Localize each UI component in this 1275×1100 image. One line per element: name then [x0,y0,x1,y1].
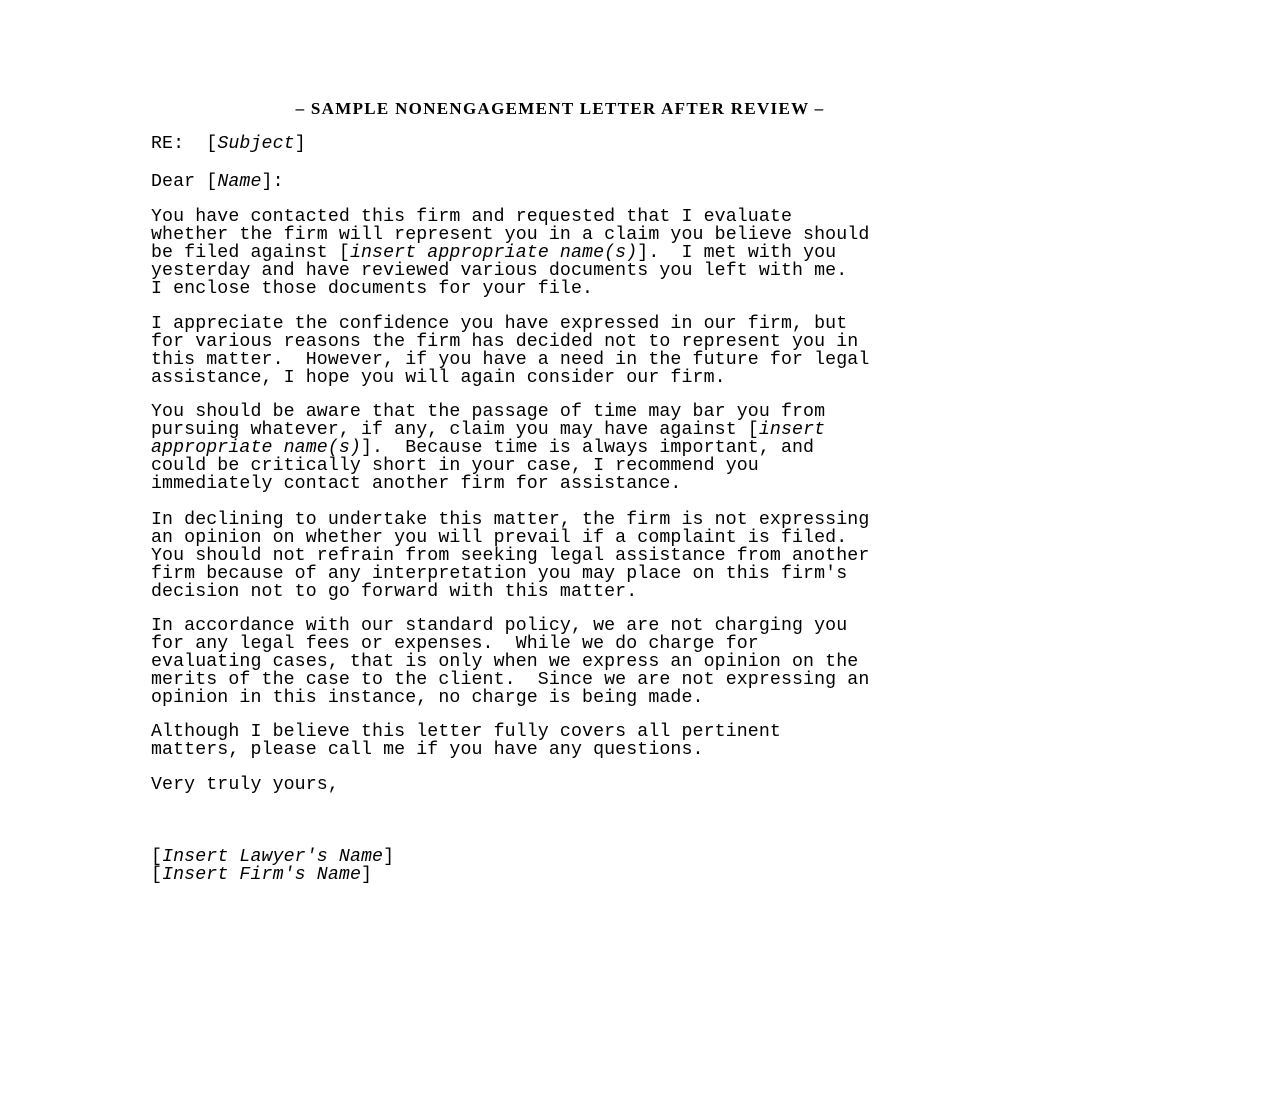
letter-title: – SAMPLE NONENGAGEMENT LETTER AFTER REVIEW – [295,99,825,118]
re-line: RE: [Subject] [151,134,306,154]
signature-firm: [Insert Firm's Name] [151,865,373,885]
paragraph-4: In declining to undertake this matter, the firm is not expressing an opinion on whether you will prevail if a complaint is filed. You should not refrain from seeking legal assistance from another firm because of any interpretation you may place on this firm's decision not to go forward with this matter. [151,510,870,602]
paragraph-3: You should be aware that the passage of time may bar you from pursuing whatever, if any, claim you may have against [insert appropriate name(s)]. Because time is always important, and could be critically short in your case, I recommend you immediately contact another firm for assistance. [151,402,826,494]
re-label: RE: [151,134,185,154]
paragraph-6: Although I believe this letter fully covers all pertinent matters, please call me if you have any questions. [151,722,781,760]
closing: Very truly yours, [151,775,339,795]
paragraph-5: In accordance with our standard policy, we are not charging you for any legal fees or expenses. While we do charge for evaluating cases, that is only when we express an opinion on the merits of the case to the client. Since we are not expressing an opinion in this instance, no charge is being made. [151,616,870,708]
salutation-name: Name [217,172,262,192]
signature-lawyer: [Insert Lawyer's Name] [151,847,395,867]
salutation: Dear [Name]: [151,172,284,192]
paragraph-1: You have contacted this firm and requested that I evaluate whether the firm will represent you in a claim you believe should be filed against [insert appropriate name(s)]. I met with you yesterday and have reviewed various documents you left with me. I enclose those documents for your file. [151,207,870,299]
signature-block [151,848,394,884]
re-subject: Subject [217,134,295,154]
paragraph-2: I appreciate the confidence you have expressed in our firm, but for various reasons the firm has decided not to represent you in this matter. However, if you have a need in the future for legal assistance, I hope you will again consider our firm. [151,314,870,388]
